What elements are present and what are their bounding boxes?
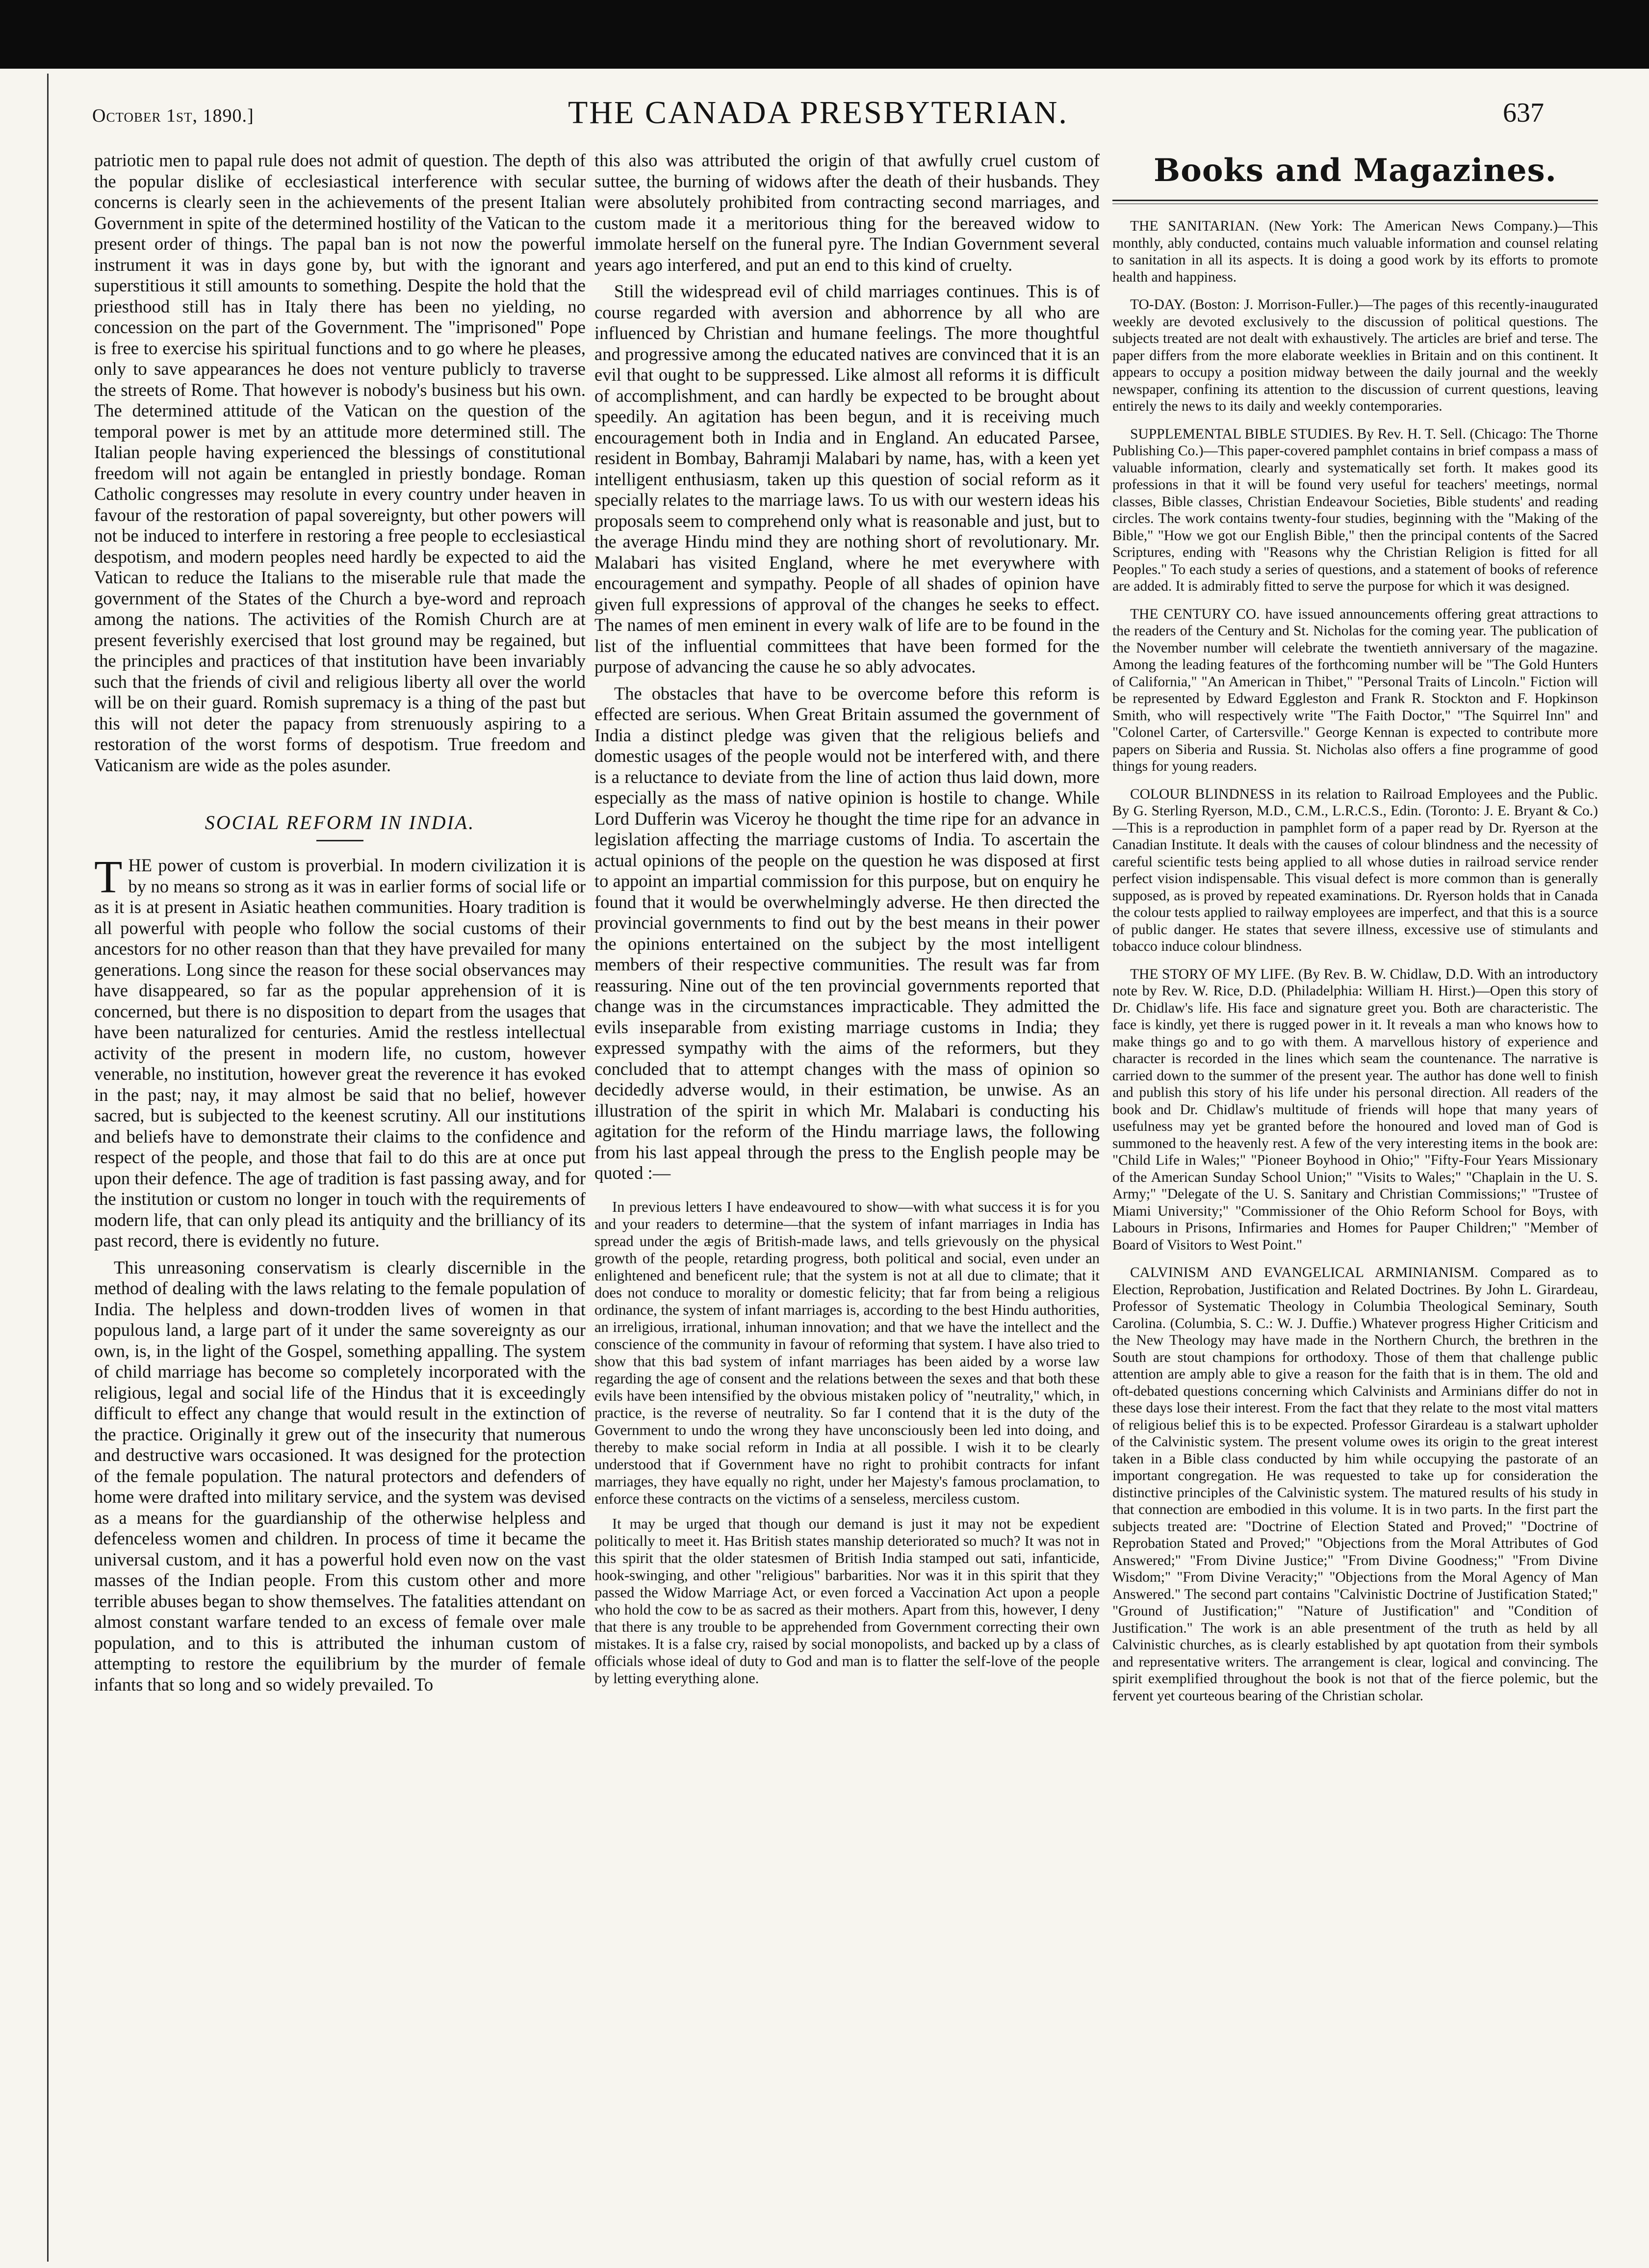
social-reform-paragraph-1-text: HE power of custom is proverbial. In modern civilization it is by no means so strong as it was in earlier forms of social life or as it is at present in Asiatic heathen communities. Hoary tradition is all powerful with people who follow the social customs of their ancestors for no other reason than that they have prevailed for many generations. Long since the reason for these social observances may have disappeared, so far as the popular apprehension of it is concerned, but there is no disposition to depart from the usages that have been naturalized for centuries. Amid the restless intellectual activity of the present in modern life, no custom, however venerable, no institution, however great the reverence it has evoked in the past; nay, it may almost be said that no belief, however sacred, but is subjected to the keenest scrutiny. All our institutions and beliefs have to demonstrate their claims to the confidence and respect of the people, and those that fail to do this are at once put upon their defence. The age of tradition is fast passing away, and for the institution or custom no longer in touch with the requirements of modern life, that can only plead its antiquity and the brilliancy of its past record, there is evidently no future. (94, 855, 586, 1251)
review-sanitarian: THE SANITARIAN. (New York: The American News Company.)—This monthly, ably conducted, contains much valuable information and counsel relating to sanitation in all its aspects. It is doing a good work by its efforts to promote health and happiness. (1112, 218, 1598, 285)
papal-rule-paragraph: patriotic men to papal rule does not admit of question. The depth of the popular dislike of ecclesiastical interference with secular concerns is clearly seen in the achievements of the present Italian Government in spite of the determined hostility of the Vatican to the present order of things. The papal ban is not now the powerful instrument it was in days gone by, but with the ignorant and superstitious it still amounts to something. Despite the hold that the priesthood still has in Italy there has been no yielding, no concession on the part of the Government. The "imprisoned" Pope is free to exercise his spiritual functions and to go where he pleases, only to save appearances he does not venture publicly to traverse the streets of Rome. That however is nobody's business but his own. The determined attitude of the Vatican on the question of the temporal power is met by an attitude more determined still. The Italian people having experienced the blessings of constitutional freedom will not again be entangled in priestly bondage. Roman Catholic congresses may resolute in every country under heaven in favour of the restoration of papal sovereignty, but other powers will not be induced to interfere in restoring a free people to ecclesiastical despotism, and modern peoples need hardly be expected to aid the Vatican to reduce the Italians to the miserable rule that made the government of the States of the Church a bye-word and reproach among the nations. The activities of the Romish Church are at present feverishly exercised that lost ground may be regained, but the principles and practices of that institution have been invariably such that the friends of civil and religious liberty all over the world will be on their guard. Romish supremacy is a thing of the past but this will not deter the papacy from strenuously aspiring to a restoration of the worst forms of despotism. True freedom and Vaticanism are wide as the poles asunder. (94, 150, 586, 775)
review-today: TO-DAY. (Boston: J. Morrison-Fuller.)—The pages of this recently-inaugurated weekly are devoted exclusively to the discussion of political questions. The subjects treated are not dealt with exhaustively. The articles are brief and terse. The paper differs from the more elaborate weeklies in Britain and on this continent. It appears to occupy a position midway between the daily journal and the weekly newspaper, confining its attention to the discussion of current questions, leaving entirely the news to its daily and weekly contemporaries. (1112, 297, 1598, 414)
journal-title: THE CANADA PRESBYTERIAN. (568, 95, 1068, 130)
malabari-quote-1: In previous letters I have endeavoured to show—with what success it is for you and your readers to determine—that the system of infant marriages in India has spread under the ægis of British-made laws, and tells grievously on the physical growth of the people, retarding progress, both political and social, even under an enlightened and beneficent rule; that the system is not at all due to climate; that it does not conduce to morality or domestic felicity; that far from being a religious ordinance, the system of infant marriages is, according to the best Hindu authorities, an irreligious, irrational, inhuman innovation; and that we have the intellect and the conscience of the community in favour of reforming that system. I have also tried to show that this bad system of infant marriages has been aided by a worse law regarding the age of consent and the relations between the sexes and that both these evils have been intensified by the obvious mistaken policy of "neutrality," which, in practice, is the reverse of neutrality. So far I contend that it is the duty of the Government to undo the wrong they have unconsciously been led into doing, and thereby to make social reform in India at all possible. I wish it to be clearly understood that if Government have no right to prohibit contracts for infant marriages, they have equally no right, under her Majesty's famous proclamation, to enforce these contracts on the victims of a senseless, merciless custom. (594, 1198, 1100, 1507)
obstacles-paragraph: The obstacles that have to be overcome before this reform is effected are serious. When Great Britain assumed the government of India a distinct pledge was given that the religious beliefs and domestic usages of the people would not be interfered with, and there is a reluctance to deviate from the line of action thus laid down, more especially as the mass of native opinion is hostile to change. While Lord Dufferin was Viceroy he thought the time ripe for an advance in legislation affecting the marriage customs of India. To ascertain the actual opinions of the people on the question he was disposed at first to appoint an impartial commission for this purpose, but on enquiry he found that it would be overwhelmingly adverse. He then directed the provincial governments to find out by the best means in their power the opinions entertained on the subject by the most intelligent members of their respective communities. The result was far from reassuring. Nine out of the ten provincial governments reported that change was in the circumstances impracticable. They admitted the evils inseparable from existing marriage customs in India; they expressed sympathy with the aims of the reformers, but they concluded that to attempt changes with the mass of opinion so decidedly adverse would, in their estimation, be unwise. As an illustration of the spirit in which Mr. Malabari is conducting his agitation for the reform of the Hindu marriage laws, the following from his last appeal through the press to the English people may be quoted :— (594, 683, 1100, 1183)
review-colour-blindness: COLOUR BLINDNESS in its relation to Railroad Employees and the Public. By G. Sterling Ryerson, M.D., C.M., L.R.C.S., Edin. (Toronto: J. E. Bryant & Co.)—This is a reproduction in pamphlet form of a paper read by Dr. Ryerson at the Canadian Institute. It deals with the causes of colour blindness and the necessity of careful scientific tests being applied to all whose duties in railroad service render perfect vision indispensable. This visual defect is more common than is generally supposed, as is proved by repeated examinations. Dr. Ryerson holds that in Canada the colour tests applied to railway employees are imperfect, and that this is a source of public danger. He states that severe illness, excessive use of stimulants and tobacco induce colour blindness. (1112, 786, 1598, 954)
heading-rule (316, 840, 363, 841)
review-bible-studies: SUPPLEMENTAL BIBLE STUDIES. By Rev. H. T. Sell. (Chicago: The Thorne Publishing Co.)—This paper-covered pamphlet contains in brief compass a mass of valuable information, clearly and systematically set forth. It makes good its professions in that it will be found very useful for teachers' meetings, normal classes, Bible classes, Christian Endeavour Societies, Bible students' and reading circles. The work contains twenty-four studies, beginning with the "Making of the Bible," "How we got our English Bible," then the principal contents of the Sacred Scriptures, ending with "Reasons why the Christian Religion is fitted for all Peoples." To each study a series of questions, and a statement of books of reference are added. It is admirably fitted to serve the purpose for which it was designed. (1112, 426, 1598, 594)
books-magazines-heading: Books and Magazines. (1154, 152, 1557, 189)
gutter-rule (47, 74, 49, 2262)
column-right (1112, 150, 1598, 2260)
social-reform-heading: SOCIAL REFORM IN INDIA. (205, 811, 475, 834)
running-head (92, 87, 1544, 141)
page-number: 637 (1503, 98, 1544, 128)
column-left (94, 150, 586, 2260)
column-middle (594, 150, 1100, 2260)
issue-date: October 1st, 1890.] (92, 105, 254, 126)
child-marriage-paragraph: Still the widespread evil of child marriages continues. This is of course regarded with aversion and abhorrence by all who are influenced by Christian and humane feelings. The more thoughtful and progressive among the educated natives are convinced that it is an evil that ought to be suppressed. Like almost all reforms it is difficult of accomplishment, and can hardly be expected to be brought about speedily. An agitation has been begun, and it is receiving much encouragement both in India and in England. An educated Parsee, resident in Bombay, Bahramji Malabari by name, has, with a keen yet intelligent enthusiasm, taken up this question of social reform as it specially relates to the marriage laws. To us with our western ideas his proposals seem to comprehend only what is reasonable and just, but to the average Hindu mind they are nothing short of revolutionary. Mr. Malabari has visited England, where he met everywhere with encouragement and sympathy. People of all shades of opinion have given full expressions of approval of the changes he seeks to effect. The names of men eminent in every walk of life are to be found in the list of the influential committees that have been formed for the purpose of advancing the cause he so ably advocates. (594, 281, 1100, 677)
drop-cap: T (94, 852, 123, 903)
social-reform-paragraph-2: This unreasoning conservatism is clearly discernible in the method of dealing with the laws relating to the female population of India. The helpless and down-trodden lives of women in that populous land, a large part of it under the same sovereignty as our own, is, in the light of the Gospel, something appalling. The system of child marriage has become so completely incorporated with the religious, legal and social life of the Hindus that it is exceedingly difficult to effect any change that would result in the extinction of the practice. Originally it grew out of the insecurity that numerous and destructive wars occasioned. It was designed for the protection of the female population. The natural protectors and defenders of home were drafted into military service, and the system was devised as a means for the guardianship of the otherwise helpless and defenceless women and children. In process of time it became the universal custom, and it has a powerful hold even now on the vast masses of the Indian people. From this custom other and more terrible abuses began to show themselves. The fatalities attendant on almost constant warfare tended to an excess of female over male population, and to this is attributed the inhuman custom of attempting to restore the equilibrium by the murder of female infants that so long and so widely prevailed. To (94, 1257, 586, 1694)
review-century-co: THE CENTURY CO. have issued announcements offering great attractions to the readers of the Century and St. Nicholas for the coming year. The publication of the November number will celebrate the twentieth anniversary of the magazine. Among the leading features of the forthcoming number will be "The Gold Hunters of California," "An American in Thibet," "Personal Traits of Lincoln." Fiction will be represented by Edward Eggleston and Frank R. Stockton and F. Hopkinson Smith, who will respectively write "The Faith Doctor," "The Squirrel Inn" and "Colonel Carter, of Cartersville." George Kennan is expected to contribute more papers on Siberia and Russia. St. Nicholas also offers a fine programme of good things for young readers. (1112, 606, 1598, 774)
review-story-of-my-life: THE STORY OF MY LIFE. (By Rev. B. W. Chidlaw, D.D. With an introductory note by Rev. W. Rice, D.D. (Philadelphia: William H. Hirst.)—Open this story of Dr. Chidlaw's life. His face and signature greet you. Both are characteristic. The face is kindly, yet there is rugged power in it. It reveals a man who knows how to make things go and to go with them. A marvellous history of experience and character is recorded in the lines which seam the countenance. The narrative is carried down to the summer of the present year. The author has done well to finish and publish this story of his life under his personal direction. All readers of the book and Dr. Chidlaw's multitude of friends will hope that many years of usefulness may yet be granted before the honoured and loved man of God is summoned to the heavenly rest. A few of the very interesting items in the book are: "Child Life in Wales;" "Pioneer Boyhood in Ohio;" "Fifty-Four Years Missionary of the American Sunday School Union;" "Visits to Wales;" "Chaplain in the U. S. Army;" "Delegate of the U. S. Sanitary and Christian Commissions;" "Trustee of Miami University;" "Commissioner of the Ohio Reform School for Boys, with Labours in Prisons, Infirmaries and Homes for Pauper Children;" "Member of Board of Visitors to West Point." (1112, 966, 1598, 1253)
suttee-paragraph: this also was attributed the origin of that awfully cruel custom of suttee, the burning of widows after the death of their husbands. They were absolutely prohibited from contracting second marriages, and custom made it a meritorious thing for the bereaved widow to immolate herself on the funeral pyre. The Indian Government several years ago interfered, and put an end to this kind of cruelty. (594, 150, 1100, 275)
malabari-quote-2: It may be urged that though our demand is just it may not be expedient politically to meet it. Has British states manship deteriorated so much? It was not in this spirit that the older statesmen of British India stamped out sati, infanticide, hook-swinging, and other "religious" barbarities. Nor was it in this spirit that they passed the Widow Marriage Act, or even forced a Vaccination Act upon a people who hold the cow to be as sacred as their mothers. Apart from this, however, I deny that there is any trouble to be apprehended from Government correcting their own mistakes. It is a false cry, raised by social monopolists, and backed up by a class of officials whose ideal of duty to God and man is to flatter the self-love of the people by letting everything alone. (594, 1515, 1100, 1687)
social-reform-paragraph-1 (94, 852, 586, 1251)
review-calvinism: CALVINISM AND EVANGELICAL ARMINIANISM. Compared as to Election, Reprobation, Justification and Related Doctrines. By John L. Girardeau, Professor of Systematic Theology in Columbia Theological Seminary, South Carolina. (Columbia, S. C.: W. J. Duffie.) Whatever progress Higher Criticism and the New Theology may have made in the Northern Church, the brethren in the South are stout champions for orthodoxy. Those of them that challenge public attention are amply able to give a reason for the faith that is in them. The old and oft-debated questions concerning which Calvinists and Arminians differ do not in these days lose their interest. From the fact that they relate to the most vital matters of religious belief this is to be expected. Professor Girardeau is a stalwart upholder of the Calvinistic system. The present volume owes its origin to the great interest taken in a Bible class conducted by him while occupying the pastorate of an important congregation. He was requested to take up for consideration the distinctive principles of the Calvinistic system. The matured results of his study in that connection are embodied in this volume. It is in two parts. In the first part the subjects treated are: "Doctrine of Election Stated and Proved;" "Doctrine of Reprobation Stated and Proved;" "Objections from the Moral Attributes of God Answered;" "From Divine Justice;" "From Divine Goodness;" "From Divine Wisdom;" "From Divine Veracity;" "Objections from the Moral Agency of Man Answered." The second part contains "Calvinistic Doctrine of Justification Stated;" "Ground of Justification;" "Nature of Justification" and "Condition of Justification." The work is an able presentment of the truth as held by all Calvinistic churches, as is clearly established by apt quotation from their symbols and representative writers. The arrangement is clear, logical and convincing. The spirit exemplified throughout the book is not that of the fierce polemic, but the fervent yet courteous bearing of the Christian scholar. (1112, 1265, 1598, 1704)
heading-double-rule (1112, 200, 1598, 204)
scan-top-band (0, 0, 1649, 69)
